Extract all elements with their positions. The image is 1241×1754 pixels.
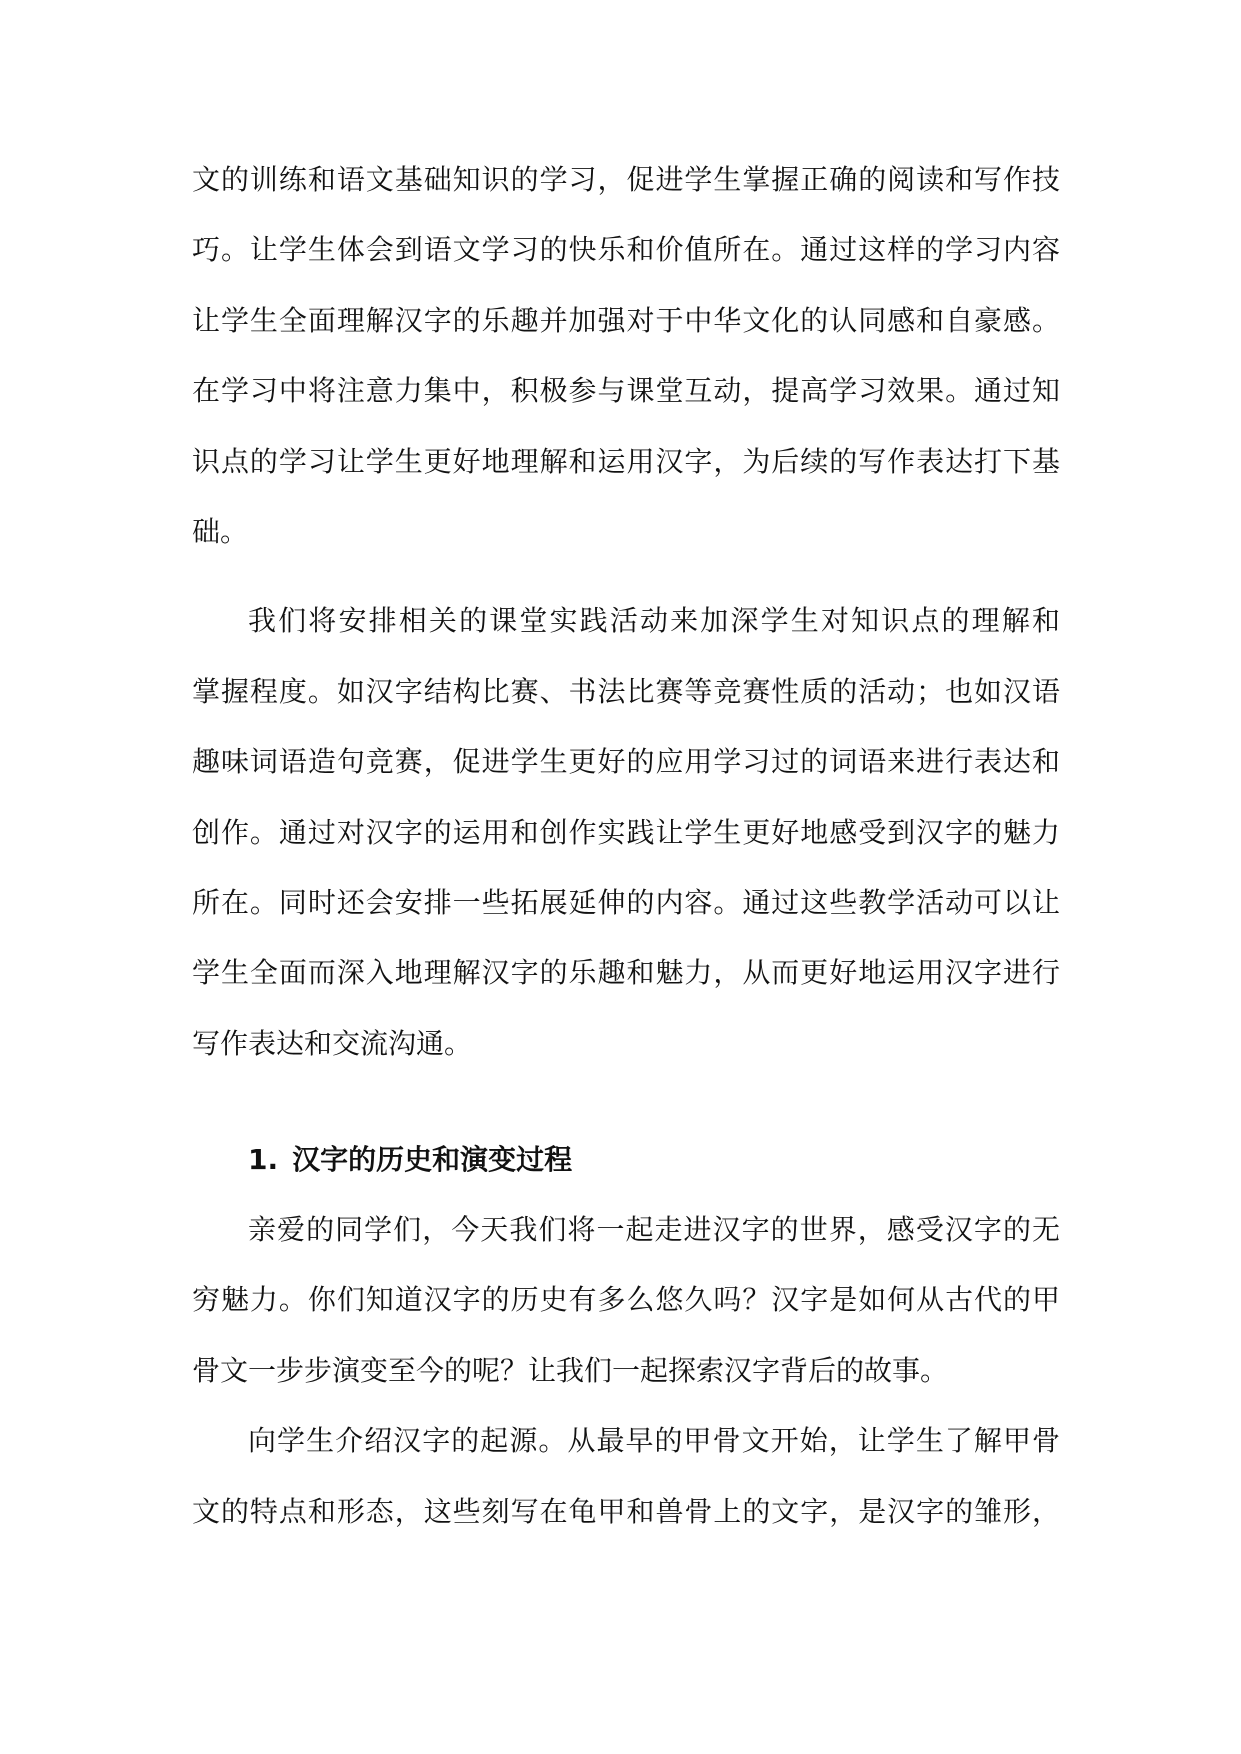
paragraph-spacer <box>192 567 1060 586</box>
text-line: 文的特点和形态，这些刻写在龟甲和兽骨上的文字，是汉字的雏形， <box>192 1494 1060 1528</box>
text-line: 文的训练和语文基础知识的学习，促进学生掌握正确的阅读和写作技 <box>192 163 1060 196</box>
text-line: 写作表达和交流沟通。 <box>192 1026 473 1060</box>
text-line: 骨文一步步演变至今的呢？让我们一起探索汉字背后的故事。 <box>192 1353 949 1387</box>
section-spacer <box>192 1079 1060 1125</box>
section-number: 1. <box>248 1143 279 1177</box>
text-line: 在学习中将注意力集中，积极参与课堂互动，提高学习效果。通过知 <box>192 374 1060 408</box>
text-line: 让学生全面理解汉字的乐趣并加强对于中华文化的认同感和自豪感。 <box>192 303 1060 337</box>
text-line: 所在。同时还会安排一些拓展延伸的内容。通过这些教学活动可以让 <box>192 885 1060 919</box>
text-line: 亲爱的同学们，今天我们将一起走进汉字的世界，感受汉字的无 <box>248 1213 1060 1247</box>
text-line: 识点的学习让学生更好地理解和运用汉字，为后续的写作表达打下基 <box>192 444 1060 478</box>
section-title: 汉字的历史和演变过程 <box>292 1143 573 1177</box>
text-line: 趣味词语造句竞赛，促进学生更好的应用学习过的词语来进行表达和 <box>192 745 1060 779</box>
text-line: 向学生介绍汉字的起源。从最早的甲骨文开始，让学生了解甲骨 <box>248 1424 1060 1458</box>
text-line: 穷魅力。你们知道汉字的历史有多么悠久吗？汉字是如何从古代的甲 <box>192 1283 1060 1317</box>
text-line: 掌握程度。如汉字结构比赛、书法比赛等竞赛性质的活动；也如汉语 <box>192 674 1060 708</box>
text-line: 巧。让学生体会到语文学习的快乐和价值所在。通过这样的学习内容 <box>192 233 1060 267</box>
text-line: 学生全面而深入地理解汉字的乐趣和魅力，从而更好地运用汉字进行 <box>192 956 1060 990</box>
text-line: 我们将安排相关的课堂实践活动来加深学生对知识点的理解和 <box>248 604 1060 638</box>
paragraph-1 <box>192 145 1060 567</box>
text-line: 创作。通过对汉字的运用和创作实践让学生更好地感受到汉字的魅力 <box>192 815 1060 849</box>
paragraph-3 <box>192 1195 1060 1406</box>
document-body <box>192 145 1060 1547</box>
paragraph-2 <box>192 586 1060 1079</box>
paragraph-4 <box>192 1406 1060 1547</box>
text-line: 础。 <box>192 514 249 548</box>
section-heading <box>192 1125 1060 1195</box>
